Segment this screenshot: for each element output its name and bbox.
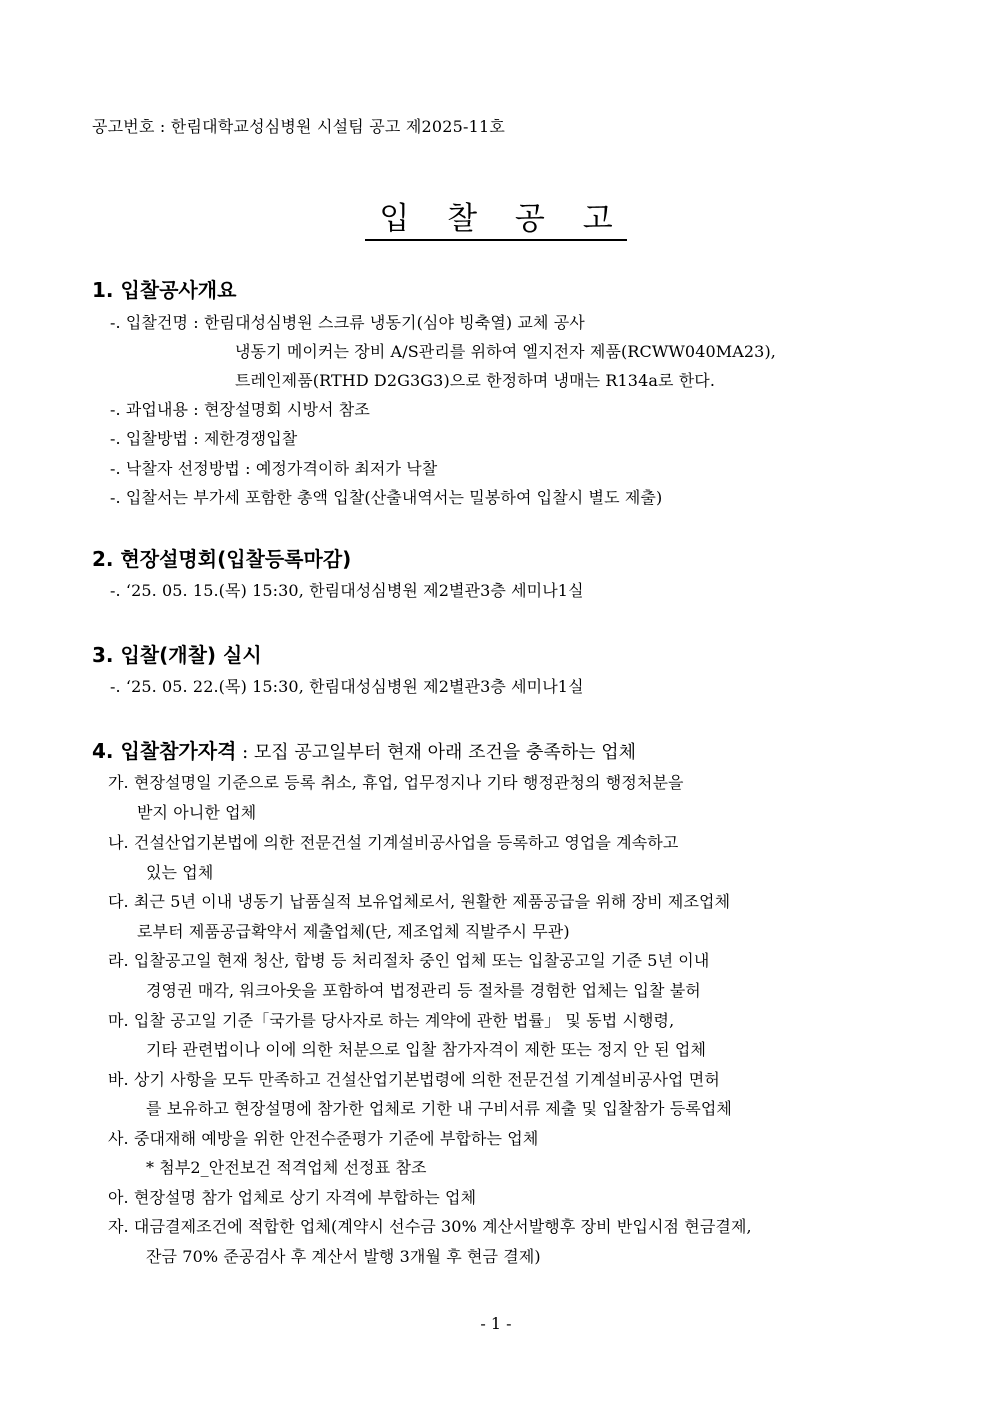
section-4-line: 자. 대금결제조건에 적합한 업체(계약시 선수금 30% 계산서발행후 장비 반입시점 현금결제, — [108, 1217, 752, 1236]
section-4-line: 나. 건설산업기본법에 의한 전문건설 기계설비공사업을 등록하고 영업을 계속하고 — [108, 833, 679, 852]
section-3-line: -. ‘25. 05. 22.(목) 15:30, 한림대성심병원 제2별관3층 세미나1실 — [110, 677, 584, 696]
section-4-line: 를 보유하고 현장설명에 참가한 업체로 기한 내 구비서류 제출 및 입찰참가 등록업체 — [146, 1099, 732, 1118]
section-2-heading: 2. 현장설명회(입찰등록마감) — [92, 547, 352, 571]
section-4-line: 라. 입찰공고일 현재 청산, 합병 등 처리절차 중인 업체 또는 입찰공고일 기준 5년 이내 — [108, 951, 710, 970]
section-4-line: 사. 중대재해 예방을 위한 안전수준평가 기준에 부합하는 업체 — [108, 1129, 539, 1148]
section-1-line: -. 낙찰자 선정방법 : 예정가격이하 최저가 낙찰 — [110, 459, 438, 478]
section-4-line: 받지 아니한 업체 — [137, 803, 257, 822]
section-4-line: * 첨부2_안전보건 적격업체 선정표 참조 — [146, 1158, 427, 1177]
section-2-line: -. ‘25. 05. 15.(목) 15:30, 한림대성심병원 제2별관3층 세미나1실 — [110, 581, 584, 600]
section-4-line: 바. 상기 사항을 모두 만족하고 건설산업기본법령에 의한 전문건설 기계설비공사업 면허 — [108, 1070, 720, 1089]
section-4-heading-rest: : 모집 공고일부터 현재 아래 조건을 충족하는 업체 — [236, 742, 637, 763]
section-4-heading — [92, 735, 636, 764]
section-1-line: -. 입찰건명 : 한림대성심병원 스크류 냉동기(심야 빙축열) 교체 공사 — [110, 313, 585, 332]
page-title — [0, 193, 992, 238]
section-1-line: -. 과업내용 : 현장설명회 시방서 참조 — [110, 400, 370, 419]
section-4-line: 있는 업체 — [146, 863, 214, 882]
section-4-line: 아. 현장설명 참가 업체로 상기 자격에 부합하는 업체 — [108, 1188, 477, 1207]
section-4-line: 다. 최근 5년 이내 냉동기 납품실적 보유업체로서, 원활한 제품공급을 위해 장비 제조업체 — [108, 892, 731, 911]
section-3-heading: 3. 입찰(개찰) 실시 — [92, 643, 262, 667]
section-1-heading: 1. 입찰공사개요 — [92, 278, 237, 302]
section-1-line: -. 입찰서는 부가세 포함한 총액 입찰(산출내역서는 밀봉하여 입찰시 별도 제출) — [110, 488, 663, 507]
section-4-line: 가. 현장설명일 기준으로 등록 취소, 휴업, 업무정지나 기타 행정관청의 행정처분을 — [108, 773, 684, 792]
section-4-line: 기타 관련법이나 이에 의한 처분으로 입찰 참가자격이 제한 또는 정지 안 된 업체 — [146, 1040, 707, 1059]
section-4-line: 로부터 제품공급확약서 제출업체(단, 제조업체 직발주시 무관) — [137, 922, 570, 941]
notice-number: 공고번호 : 한림대학교성심병원 시설팀 공고 제2025-11호 — [92, 117, 506, 136]
section-4-line: 마. 입찰 공고일 기준「국가를 당사자로 하는 계약에 관한 법률」 및 동법 시행령, — [108, 1011, 675, 1030]
section-4-line: 잔금 70% 준공검사 후 계산서 발행 3개월 후 현금 결제) — [146, 1247, 541, 1266]
section-1-line: 냉동기 메이커는 장비 A/S관리를 위하여 엘지전자 제품(RCWW040MA23), — [235, 342, 776, 361]
section-1-line: 트레인제품(RTHD D2G3G3)으로 한정하며 냉매는 R134a로 한다. — [235, 371, 716, 390]
section-4-heading-text: 4. 입찰참가자격 — [92, 739, 237, 763]
page-number: - 1 - — [480, 1314, 512, 1333]
section-1-line: -. 입찰방법 : 제한경쟁입찰 — [110, 429, 298, 448]
section-4-line: 경영권 매각, 워크아웃을 포함하여 법정관리 등 절차를 경험한 업체는 입찰 불허 — [146, 981, 701, 1000]
page-title-text: 입 찰 공 고 — [365, 201, 626, 241]
